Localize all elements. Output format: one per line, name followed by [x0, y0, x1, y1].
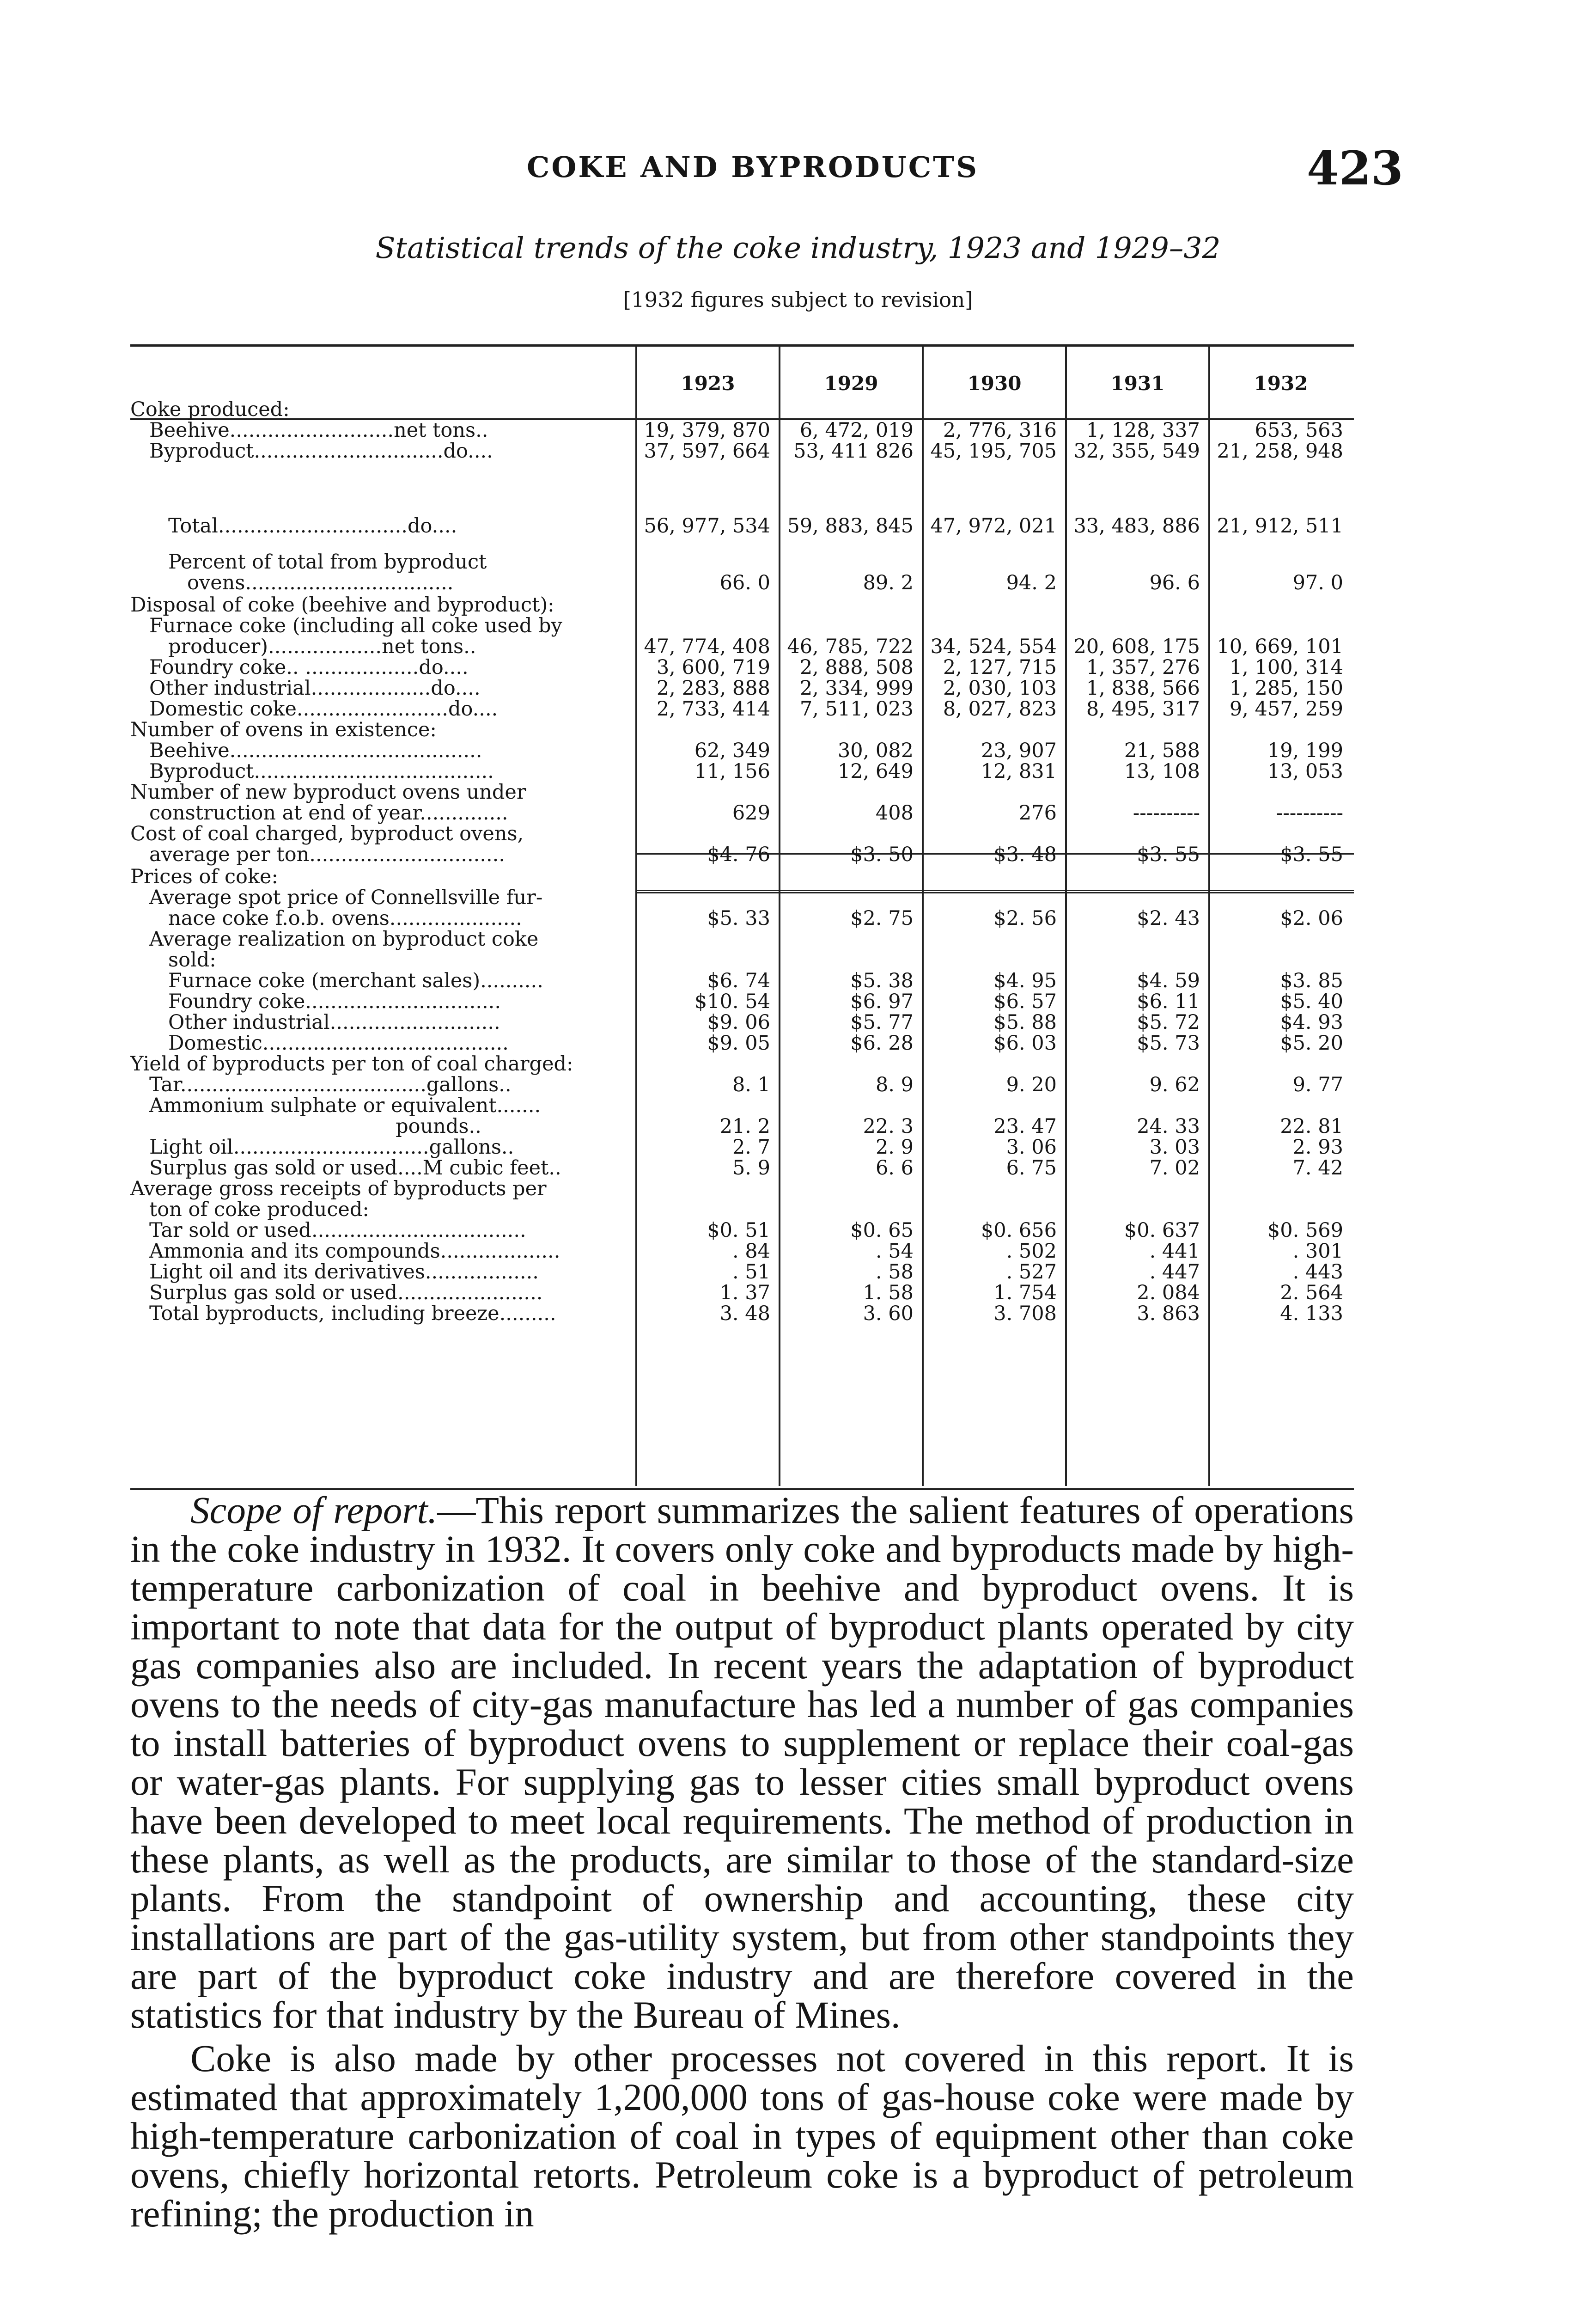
table-row [130, 843, 1354, 867]
row-value-1929: 2. 9 [875, 1136, 914, 1159]
row-value-1930: 45, 195, 705 [930, 440, 1057, 463]
row-value-1929: 408 [875, 801, 914, 825]
table-row [130, 439, 1354, 463]
column-header-1931: 1931 [1110, 372, 1165, 395]
row-value-1932: $0. 569 [1267, 1219, 1343, 1242]
row-value-1929: . 58 [875, 1260, 914, 1284]
row-value-1923: $9. 06 [707, 1011, 770, 1034]
row-value-1930: $4. 95 [993, 969, 1057, 992]
row-value-1930: 276 [1018, 801, 1057, 825]
row-value-1930: 6. 75 [1006, 1156, 1057, 1180]
row-value-1930: 23, 907 [981, 739, 1057, 762]
row-value-1929: 53, 411 826 [793, 440, 914, 463]
row-label: Other industrial........................... [130, 1011, 500, 1034]
row-label: Byproduct...................................... [130, 760, 494, 783]
page-number: 423 [1307, 141, 1403, 196]
row-value-1923: 19, 379, 870 [644, 419, 770, 442]
table-row [130, 1302, 1354, 1326]
paragraph-scope [130, 1491, 1354, 2034]
row-value-1923: $0. 51 [707, 1219, 770, 1242]
row-value-1923: 8. 1 [732, 1073, 770, 1096]
row-value-1930: 12, 831 [981, 760, 1057, 783]
row-label: construction at end of year.............. [130, 801, 508, 825]
row-value-1931: 21, 588 [1124, 739, 1200, 762]
row-value-1930: 94. 2 [1006, 571, 1057, 594]
row-value-1932: 653, 563 [1255, 419, 1343, 442]
row-label: producer)..................net tons.. [130, 635, 476, 658]
row-value-1931: $4. 59 [1137, 969, 1200, 992]
row-label: Other industrial...................do.... [130, 677, 481, 700]
row-value-1929: 2, 888, 508 [799, 656, 914, 679]
row-value-1923: 56, 977, 534 [644, 514, 770, 538]
row-label: Cost of coal charged, byproduct ovens, [130, 822, 524, 845]
row-value-1932: 21, 258, 948 [1217, 440, 1343, 463]
row-value-1932: $5. 40 [1280, 990, 1343, 1013]
column-header-1929: 1929 [824, 372, 878, 395]
row-value-1931: $0. 637 [1124, 1219, 1200, 1242]
row-label: Byproduct..............................do.... [130, 440, 493, 463]
row-value-1931: 13, 108 [1124, 760, 1200, 783]
row-value-1923: $5. 33 [707, 907, 770, 930]
body-text [130, 1491, 1354, 2233]
row-value-1932: 7. 42 [1292, 1156, 1343, 1180]
row-value-1930: 47, 972, 021 [930, 514, 1057, 538]
row-value-1930: $6. 03 [993, 1032, 1057, 1055]
row-label: Tar sold or used.................................. [130, 1219, 526, 1242]
scope-lead-in: Scope of report. [190, 1489, 438, 1531]
row-value-1932: 19, 199 [1267, 739, 1343, 762]
row-value-1930: 9. 20 [1006, 1073, 1057, 1096]
row-value-1929: $6. 28 [850, 1032, 914, 1055]
row-label: Surplus gas sold or used....................... [130, 1281, 543, 1304]
row-label: Surplus gas sold or used....M cubic feet.. [130, 1156, 561, 1180]
row-value-1923: 2, 733, 414 [656, 697, 770, 721]
row-label: Average realization on byproduct coke [130, 928, 539, 951]
row-label: Ammonia and its compounds................... [130, 1240, 560, 1263]
row-value-1931: . 441 [1149, 1240, 1200, 1263]
row-label: Furnace coke (merchant sales).......... [130, 969, 543, 992]
row-label: Light oil and its derivatives.................. [130, 1260, 539, 1284]
row-value-1932: ---------- [1276, 801, 1343, 825]
row-value-1929: 1. 58 [863, 1281, 914, 1304]
row-value-1929: $3. 50 [850, 843, 914, 866]
row-label: sold: [130, 948, 216, 972]
row-label: Number of new byproduct ovens under [130, 781, 526, 804]
row-label: Beehive..........................net tons.. [130, 419, 488, 442]
page-header [0, 141, 1596, 196]
row-value-1932: $4. 93 [1280, 1011, 1343, 1034]
row-value-1923: 47, 774, 408 [644, 635, 770, 658]
row-value-1931: 33, 483, 886 [1073, 514, 1200, 538]
row-value-1931: $5. 73 [1137, 1032, 1200, 1055]
row-value-1932: 10, 669, 101 [1217, 635, 1343, 658]
row-value-1929: 59, 883, 845 [787, 514, 914, 538]
row-label: nace coke f.o.b. ovens..................... [130, 907, 522, 930]
row-value-1923: $6. 74 [707, 969, 770, 992]
row-value-1923: 2. 7 [732, 1136, 770, 1159]
row-label: Coke produced: [130, 398, 290, 421]
row-label: Total byproducts, including breeze......... [130, 1302, 556, 1325]
row-value-1930: $2. 56 [993, 907, 1057, 930]
row-value-1929: $5. 38 [850, 969, 914, 992]
row-label: ovens................................. [130, 571, 454, 594]
row-value-1923: 62, 349 [694, 739, 770, 762]
row-label: Total..............................do.... [130, 514, 457, 538]
row-value-1932: 13, 053 [1267, 760, 1343, 783]
row-value-1930: 3. 708 [993, 1302, 1057, 1325]
row-value-1929: 22. 3 [863, 1115, 914, 1138]
row-value-1923: 21. 2 [719, 1115, 770, 1138]
row-value-1923: 5. 9 [732, 1156, 770, 1180]
row-value-1932: 1, 100, 314 [1229, 656, 1343, 679]
row-value-1930: $5. 88 [993, 1011, 1057, 1034]
row-label: Furnace coke (including all coke used by [130, 614, 562, 637]
row-label: Tar.......................................gallons.. [130, 1073, 512, 1096]
row-value-1931: 9. 62 [1149, 1073, 1200, 1096]
column-header-1930: 1930 [967, 372, 1022, 395]
row-value-1932: 2. 93 [1292, 1136, 1343, 1159]
row-value-1923: 11, 156 [694, 760, 770, 783]
scope-text: —This report summarizes the salient features of operations in the coke industry in 1932. It covers only coke and byproducts made by high-temperature carbonization of coal in beehive and byproduct ovens. It is important to note that data for the output of byproduct plants operated by city gas companies also are included. In recent years the adaptation of byproduct ovens to the needs of city-gas manufacture has led a number of gas companies to install batteries of byproduct ovens to supplement or replace their coal-gas or water-gas plants. For supplying gas to lesser cities small byproduct ovens have been developed to meet local requirements. The method of production in these plants, as well as the products, are similar to those of the standard-size plants. From the standpoint of ownership and accounting, these city installations are part of the gas-utility system, but from other standpoints they are part of the byproduct coke industry and are therefore covered in the statistics for that industry by the Bureau of Mines. [130, 1489, 1354, 2036]
row-value-1929: 3. 60 [863, 1302, 914, 1325]
row-label: Number of ovens in existence: [130, 718, 437, 741]
row-value-1931: $2. 43 [1137, 907, 1200, 930]
row-value-1923: 66. 0 [719, 571, 770, 594]
row-value-1931: 1, 357, 276 [1086, 656, 1200, 679]
row-value-1929: 12, 649 [837, 760, 914, 783]
row-value-1929: 2, 334, 999 [799, 677, 914, 700]
running-title: COKE AND BYPRODUCTS [527, 150, 979, 184]
row-value-1930: 23. 47 [993, 1115, 1057, 1138]
row-value-1931: 24. 33 [1137, 1115, 1200, 1138]
row-value-1930: $0. 656 [981, 1219, 1057, 1242]
row-value-1932: 21, 912, 511 [1217, 514, 1343, 538]
row-label: Foundry coke............................... [130, 990, 501, 1013]
row-label: Prices of coke: [130, 865, 278, 888]
row-value-1931: 96. 6 [1149, 571, 1200, 594]
row-value-1930: $3. 48 [993, 843, 1057, 866]
row-value-1929: $2. 75 [850, 907, 914, 930]
table-top-rule [130, 344, 1354, 347]
row-label: Domestic....................................... [130, 1032, 509, 1055]
row-value-1932: $3. 55 [1280, 843, 1343, 866]
row-value-1929: 30, 082 [837, 739, 914, 762]
row-value-1929: 8. 9 [875, 1073, 914, 1096]
row-label: ton of coke produced: [130, 1198, 369, 1221]
row-value-1930: . 502 [1006, 1240, 1057, 1263]
row-value-1931: 20, 608, 175 [1073, 635, 1200, 658]
table-row [130, 571, 1354, 595]
row-value-1930: 34, 524, 554 [930, 635, 1057, 658]
row-value-1923: $10. 54 [694, 990, 770, 1013]
row-value-1931: 3. 03 [1149, 1136, 1200, 1159]
row-value-1923: . 84 [732, 1240, 770, 1263]
row-value-1932: $2. 06 [1280, 907, 1343, 930]
row-value-1929: $5. 77 [850, 1011, 914, 1034]
row-value-1932: $5. 20 [1280, 1032, 1343, 1055]
row-value-1929: $6. 97 [850, 990, 914, 1013]
row-value-1931: $5. 72 [1137, 1011, 1200, 1034]
row-value-1923: 629 [732, 801, 770, 825]
row-value-1931: 7. 02 [1149, 1156, 1200, 1180]
row-value-1931: 32, 355, 549 [1073, 440, 1200, 463]
row-value-1931: 1, 838, 566 [1086, 677, 1200, 700]
paragraph-other-processes: Coke is also made by other processes not covered in this report. It is estimated that approximately 1,200,000 tons of gas-house coke were made by high-temperature carbonization of coal in types of equipment other than coke ovens, chiefly horizontal retorts. Petroleum coke is a byproduct of petroleum refining; the production in [130, 2037, 1354, 2235]
row-value-1929: 46, 785, 722 [787, 635, 914, 658]
row-value-1930: 8, 027, 823 [943, 697, 1057, 721]
row-value-1929: 89. 2 [863, 571, 914, 594]
row-value-1923: $9. 05 [707, 1032, 770, 1055]
row-value-1932: 2. 564 [1280, 1281, 1343, 1304]
row-value-1931: 3. 863 [1137, 1302, 1200, 1325]
row-label: Light oil...............................gallons.. [130, 1136, 514, 1159]
row-value-1929: 6, 472, 019 [799, 419, 914, 442]
row-value-1932: 97. 0 [1292, 571, 1343, 594]
row-value-1931: ---------- [1133, 801, 1200, 825]
row-value-1932: 22. 81 [1280, 1115, 1343, 1138]
table-note: [1932 figures subject to revision] [623, 287, 973, 312]
row-value-1931: $6. 11 [1137, 990, 1200, 1013]
row-label: Average spot price of Connellsville fur- [130, 886, 543, 909]
row-value-1929: $0. 65 [850, 1219, 914, 1242]
row-value-1930: 2, 776, 316 [943, 419, 1057, 442]
row-value-1930: 3. 06 [1006, 1136, 1057, 1159]
row-label: Average gross receipts of byproducts per [130, 1177, 547, 1200]
row-value-1930: 1. 754 [993, 1281, 1057, 1304]
row-label: Domestic coke........................do.... [130, 697, 498, 721]
row-value-1932: $3. 85 [1280, 969, 1343, 992]
row-label: Disposal of coke (beehive and byproduct): [130, 593, 554, 617]
row-value-1923: 37, 597, 664 [644, 440, 770, 463]
row-value-1930: 2, 127, 715 [943, 656, 1057, 679]
row-value-1932: . 443 [1292, 1260, 1343, 1284]
row-value-1932: 9, 457, 259 [1229, 697, 1343, 721]
row-label: Beehive........................................ [130, 739, 482, 762]
row-value-1931: . 447 [1149, 1260, 1200, 1284]
row-value-1932: 9. 77 [1292, 1073, 1343, 1096]
row-value-1929: . 54 [875, 1240, 914, 1263]
table-row [130, 514, 1354, 538]
column-header-1923: 1923 [681, 372, 735, 395]
row-value-1930: 2, 030, 103 [943, 677, 1057, 700]
row-label: pounds.. [130, 1115, 481, 1138]
row-label: average per ton............................... [130, 843, 505, 866]
row-value-1931: $3. 55 [1137, 843, 1200, 866]
row-label: Ammonium sulphate or equivalent....... [130, 1094, 541, 1117]
row-value-1923: . 51 [732, 1260, 770, 1284]
row-value-1930: $6. 57 [993, 990, 1057, 1013]
row-value-1930: . 527 [1006, 1260, 1057, 1284]
row-value-1932: 1, 285, 150 [1229, 677, 1343, 700]
row-value-1923: 1. 37 [719, 1281, 770, 1304]
row-value-1923: $4. 76 [707, 843, 770, 866]
row-value-1931: 2. 084 [1137, 1281, 1200, 1304]
column-header-1932: 1932 [1254, 372, 1308, 395]
row-label: Yield of byproducts per ton of coal charged: [130, 1052, 573, 1076]
row-value-1929: 6. 6 [875, 1156, 914, 1180]
row-value-1929: 7, 511, 023 [799, 697, 914, 721]
row-value-1932: . 301 [1292, 1240, 1343, 1263]
row-value-1923: 3. 48 [719, 1302, 770, 1325]
row-label: Percent of total from byproduct [130, 550, 487, 574]
row-value-1931: 1, 128, 337 [1086, 419, 1200, 442]
row-value-1923: 2, 283, 888 [656, 677, 770, 700]
row-label: Foundry coke.. ..................do.... [130, 656, 469, 679]
row-value-1931: 8, 495, 317 [1086, 697, 1200, 721]
table-title: Statistical trends of the coke industry, 1923 and 1929–32 [375, 231, 1221, 265]
row-value-1932: 4. 133 [1280, 1302, 1343, 1325]
row-value-1923: 3, 600, 719 [656, 656, 770, 679]
